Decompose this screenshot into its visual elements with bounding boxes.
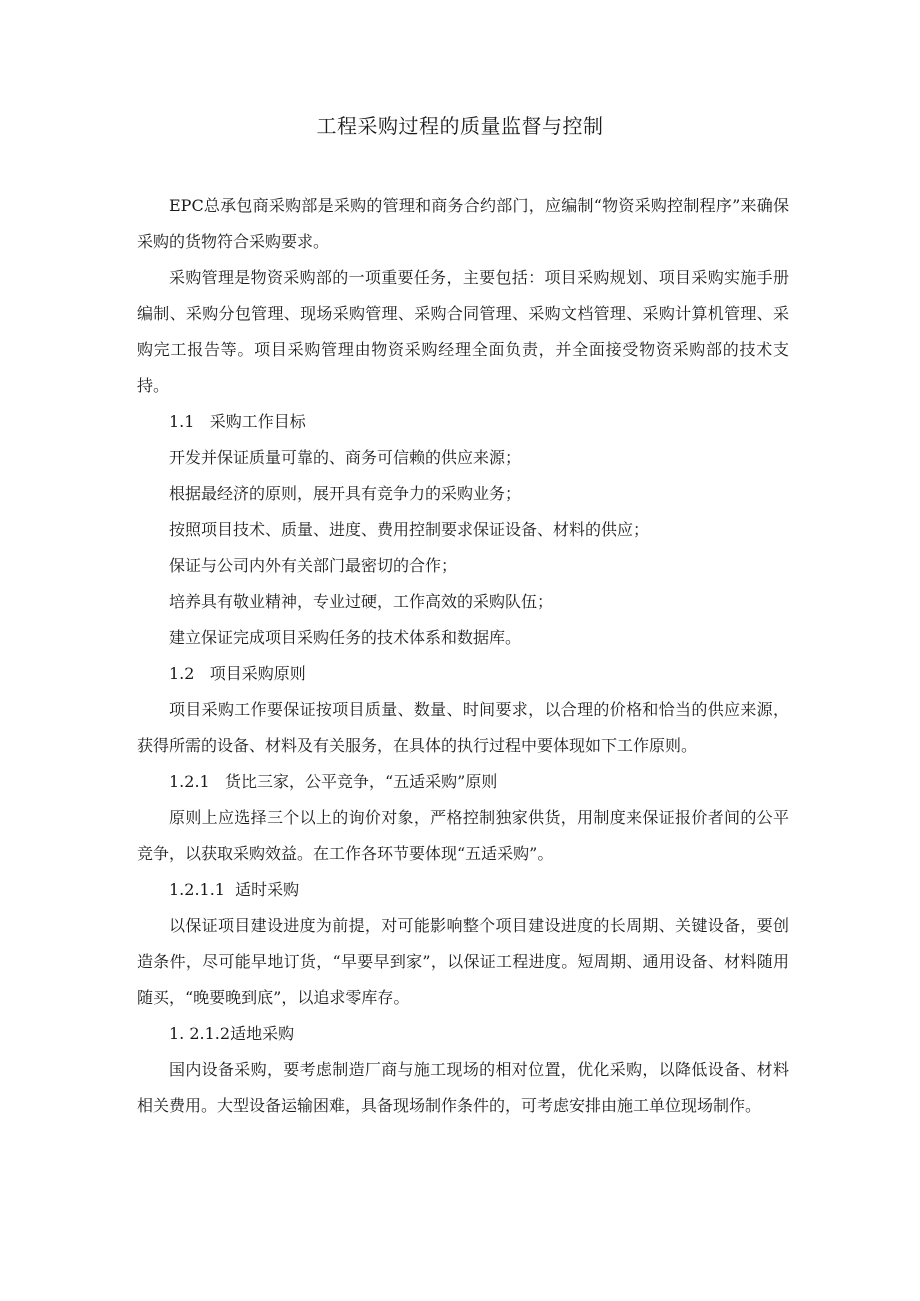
list-item: 根据最经济的原则，展开具有竞争力的采购业务； (169, 484, 522, 503)
paragraph: 采购管理是物资采购部的一项重要任务，主要包括：项目采购规划、项目采购实施手册编制、采购分包管理、现场采购管理、采购合同管理、采购文档管理、采购计算机管理、采购完工报告等。项目采购管理由物资采购经理全面负责，并全面接受物资采购部的技术支持。 (137, 268, 789, 395)
list-item: 培养具有敬业精神，专业过硬，工作高效的采购队伍； (169, 592, 554, 611)
document-body (137, 188, 789, 1124)
paragraph: 原则上应选择三个以上的询价对象，严格控制独家供货，用制度来保证报价者间的公平竞争，以获取采购效益。在工作各环节要体现“五适采购”。 (137, 808, 789, 863)
list-item: 保证与公司内外有关部门最密切的合作； (169, 556, 458, 575)
subsection-heading: 1.2.1.1 适时采购 (169, 880, 300, 899)
document-title: 工程采购过程的质量监督与控制 (316, 114, 604, 138)
section-heading: 1.1 采购工作目标 (169, 412, 306, 431)
section-heading: 1.2 项目采购原则 (169, 664, 306, 683)
paragraph: EPC总承包商采购部是采购的管理和商务合约部门，应编制“物资采购控制程序”来确保采购的货物符合采购要求。 (137, 196, 789, 251)
subsection-heading: 1.2.1 货比三家，公平竞争，“五适采购”原则 (169, 772, 498, 791)
list-item: 按照项目技术、质量、进度、费用控制要求保证设备、材料的供应； (169, 520, 650, 539)
paragraph: 国内设备采购，要考虑制造厂商与施工现场的相对位置，优化采购，以降低设备、材料相关费用。大型设备运输困难，具备现场制作条件的，可考虑安排由施工单位现场制作。 (137, 1060, 789, 1115)
subsection-heading: 1. 2.1.2适地采购 (169, 1024, 295, 1043)
list-item: 建立保证完成项目采购任务的技术体系和数据库。 (169, 628, 522, 647)
paragraph: 项目采购工作要保证按项目质量、数量、时间要求，以合理的价格和恰当的供应来源，获得所需的设备、材料及有关服务，在具体的执行过程中要体现如下工作原则。 (137, 700, 789, 755)
list-item: 开发并保证质量可靠的、商务可信赖的供应来源； (169, 448, 522, 467)
paragraph: 以保证项目建设进度为前提，对可能影响整个项目建设进度的长周期、关键设备，要创造条件，尽可能早地订货，“早要早到家”，以保证工程进度。短周期、通用设备、材料随用随买，“晚要晚到底”，以追求零库存。 (137, 916, 789, 1007)
